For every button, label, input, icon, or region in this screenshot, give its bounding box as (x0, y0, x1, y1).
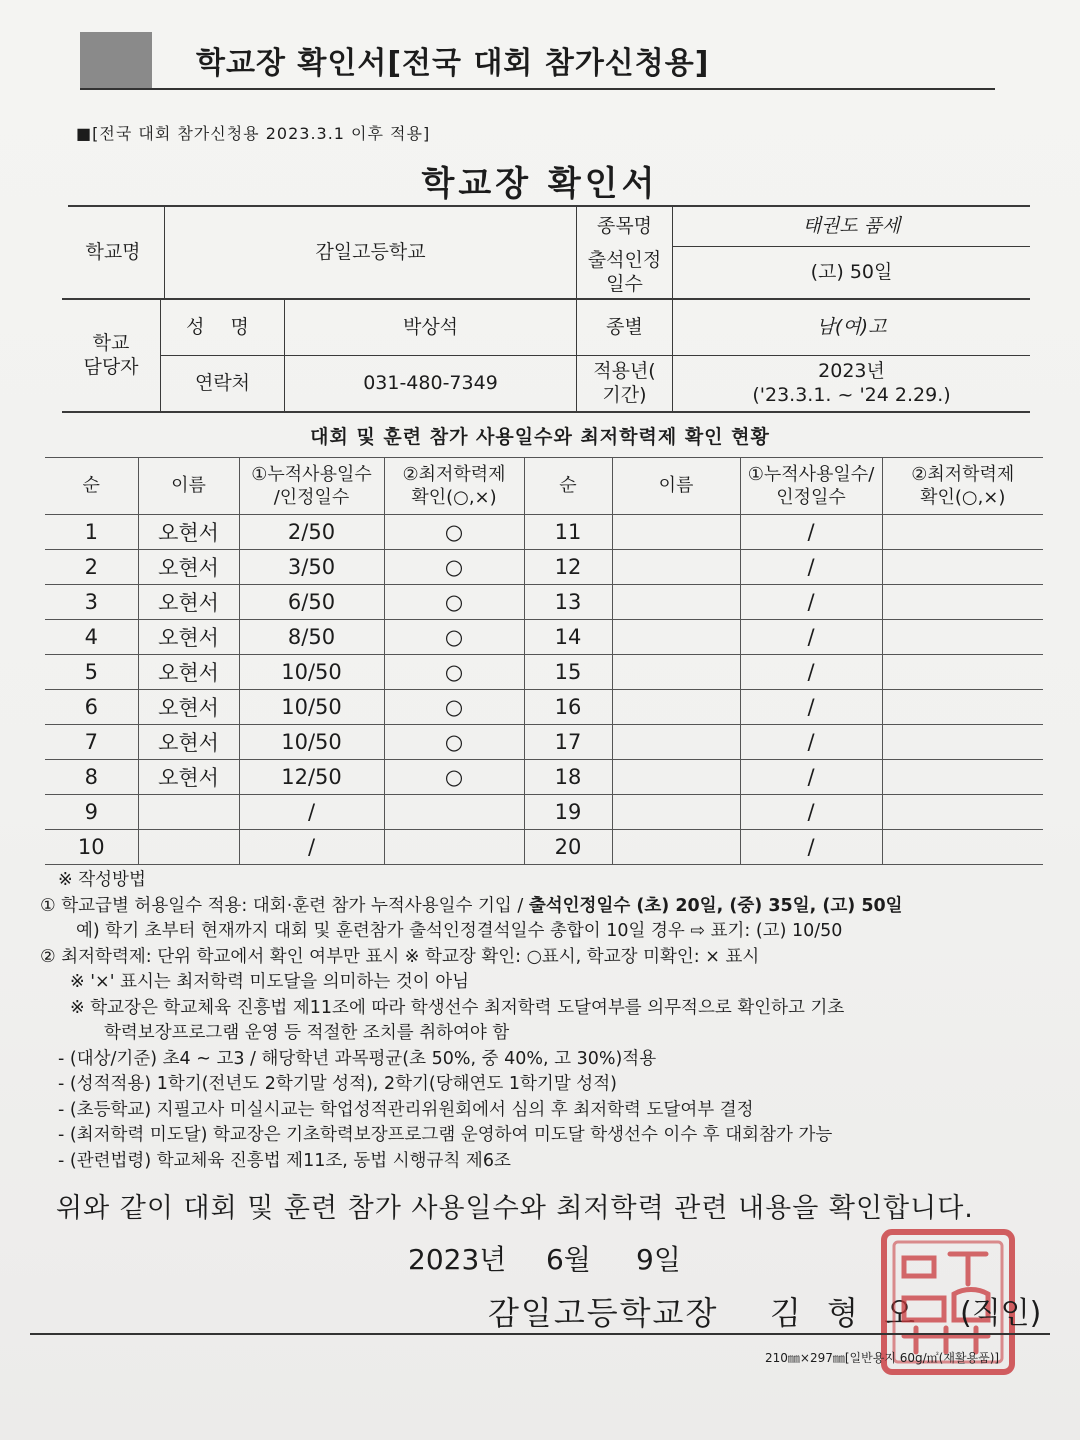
row-no: 8 (45, 760, 138, 795)
signature-mark: (직인) (960, 1296, 1042, 1331)
label-event: 종목명 (596, 214, 653, 237)
row-days: 2/50 (239, 515, 384, 550)
gender-value: 남(여)고 (816, 315, 887, 338)
row-days: 8/50 (239, 620, 384, 655)
header-no: 순 (45, 458, 138, 515)
row-days: / (239, 830, 384, 865)
date-day: 9일 (636, 1243, 681, 1276)
label-gender: 종별 (606, 315, 643, 338)
row-days: 10/50 (239, 655, 384, 690)
row-no-2: 15 (524, 655, 612, 690)
confirmation-statement: 위와 같이 대회 및 훈련 참가 사용일수와 최저학력 관련 내용을 확인합니다. (56, 1193, 974, 1224)
row-name-2 (612, 585, 740, 620)
row-days: 10/50 (239, 725, 384, 760)
row-no-2: 20 (524, 830, 612, 865)
row-name-2 (612, 550, 740, 585)
row-no-2: 16 (524, 690, 612, 725)
row-no-2: 11 (524, 515, 612, 550)
row-academic-2 (882, 620, 1043, 655)
row-days: 10/50 (239, 690, 384, 725)
row-name-2 (612, 515, 740, 550)
row-name-2 (612, 760, 740, 795)
label-person-name: 성 명 (186, 315, 259, 338)
row-no: 10 (45, 830, 138, 865)
row-academic: ○ (384, 585, 524, 620)
note-target: - (대상/기준) 초4 ~ 고3 / 해당학년 과목평균(초 50%, 중 40%, 고 30%)적용 (58, 1048, 657, 1069)
label-phone: 연락처 (194, 371, 251, 394)
row-academic-2 (882, 795, 1043, 830)
row-name-2 (612, 620, 740, 655)
row-academic-2 (882, 515, 1043, 550)
row-academic: ○ (384, 550, 524, 585)
apply-period: ('23.3.1. ~ '24 2.29.) (752, 383, 951, 406)
row-name: 오현서 (138, 655, 239, 690)
row-no: 6 (45, 690, 138, 725)
row-name: 오현서 (138, 585, 239, 620)
row-days: 6/50 (239, 585, 384, 620)
table-header-row (45, 458, 1043, 515)
principal-name: 김 형 오 (770, 1294, 924, 1332)
note-grades: - (성적적용) 1학기(전년도 2학기말 성적), 2학기(당해연도 1학기말 성적) (58, 1074, 617, 1094)
note-1: ① 학교급별 허용일수 적용: 대회·훈련 참가 누적사용일수 기입 / 출석인정일수 (초) 20일, (중) 35일, (고) 50일 (40, 895, 903, 916)
document-title: 학교장 확인서 (421, 164, 659, 204)
row-name-2 (612, 690, 740, 725)
row-academic-2 (882, 760, 1043, 795)
row-academic: ○ (384, 620, 524, 655)
principal-title: 감일고등학교장 (488, 1294, 719, 1332)
row-name: 오현서 (138, 515, 239, 550)
note-2-x-meaning: ※ '×' 표시는 최저학력 미도달을 의미하는 것이 아님 (70, 972, 470, 992)
person-name-value: 박상석 (402, 315, 459, 338)
row-no: 7 (45, 725, 138, 760)
row-days: 12/50 (239, 760, 384, 795)
row-no: 4 (45, 620, 138, 655)
table-row (45, 585, 1043, 620)
row-days-2: / (740, 655, 882, 690)
header-days: ①누적사용일수 /인정일수 (239, 458, 384, 515)
row-academic: ○ (384, 760, 524, 795)
row-name: 오현서 (138, 725, 239, 760)
table-row (45, 830, 1043, 865)
header-name-2: 이름 (612, 458, 740, 515)
row-academic-2 (882, 655, 1043, 690)
row-academic: ○ (384, 655, 524, 690)
header-days-2: ①누적사용일수/ 인정일수 (740, 458, 882, 515)
row-no-2: 17 (524, 725, 612, 760)
attendance-days-value: (고) 50일 (810, 260, 893, 283)
row-academic-2 (882, 830, 1043, 865)
note-law: - (관련법령) 학교체육 진흥법 제11조, 동법 시행규칙 제6조 (58, 1150, 511, 1171)
header-name: 이름 (138, 458, 239, 515)
note-title: ※ 작성방법 (58, 870, 146, 890)
note-elementary: - (초등학교) 지필고사 미실시교는 학업성적관리위원회에서 심의 후 최저학력 도달여부 결정 (58, 1099, 754, 1120)
row-name: 오현서 (138, 760, 239, 795)
row-days-2: / (740, 585, 882, 620)
table-row (45, 760, 1043, 795)
row-academic: ○ (384, 690, 524, 725)
note-1-example: 예) 학기 초부터 현재까지 대회 및 훈련참가 출석인정결석일수 총합이 10일 경우 ⇨ 표기: (고) 10/50 (76, 921, 843, 941)
paper-spec: 210㎜×297㎜[일반용지 60g/㎡(재활용품)] (765, 1351, 1000, 1365)
apply-year-value (673, 356, 1030, 411)
row-academic (384, 830, 524, 865)
form-subnote: ■[전국 대회 참가신청용 2023.3.1 이후 적용] (76, 124, 431, 143)
header-no-2: 순 (524, 458, 612, 515)
header-academic-2: ②최저학력제 확인(○,×) (882, 458, 1043, 515)
row-days-2: / (740, 515, 882, 550)
row-academic-2 (882, 550, 1043, 585)
table-row (45, 550, 1043, 585)
row-no: 1 (45, 515, 138, 550)
table-row (45, 515, 1043, 550)
instructions (40, 868, 1060, 1174)
header-rule (80, 88, 995, 90)
apply-year: 2023년 (818, 359, 885, 382)
row-no: 3 (45, 585, 138, 620)
row-academic (384, 795, 524, 830)
row-name: 오현서 (138, 620, 239, 655)
row-days-2: / (740, 550, 882, 585)
table-row (45, 795, 1043, 830)
row-academic-2 (882, 690, 1043, 725)
table-row (45, 620, 1043, 655)
table-caption: 대회 및 훈련 참가 사용일수와 최저학력제 확인 현황 (310, 426, 770, 448)
row-days-2: / (740, 690, 882, 725)
row-no: 5 (45, 655, 138, 690)
row-no: 2 (45, 550, 138, 585)
footer-rule (30, 1333, 1050, 1335)
row-days: 3/50 (239, 550, 384, 585)
row-days-2: / (740, 760, 882, 795)
info-table (62, 205, 1032, 413)
event-value: 태권도 품세 (802, 214, 901, 237)
table-row (45, 725, 1043, 760)
label-apply-year: 적용년( 기간) (593, 359, 656, 406)
table-row (45, 690, 1043, 725)
row-days: / (239, 795, 384, 830)
phone-value: 031-480-7349 (363, 371, 498, 394)
row-days-2: / (740, 725, 882, 760)
row-days-2: / (740, 620, 882, 655)
row-no-2: 13 (524, 585, 612, 620)
row-no: 9 (45, 795, 138, 830)
row-name: 오현서 (138, 550, 239, 585)
note-2: ② 최저학력제: 단위 학교에서 확인 여부만 표시 ※ 학교장 확인: ○표시, 학교장 미확인: × 표시 (40, 946, 760, 967)
table-row (45, 655, 1043, 690)
note-2-principal-cont: 학력보장프로그램 운영 등 적절한 조치를 취하여야 함 (104, 1023, 510, 1043)
label-school-contact: 학교 담당자 (83, 332, 139, 378)
row-name (138, 795, 239, 830)
header-gray-block (80, 32, 152, 88)
row-name-2 (612, 830, 740, 865)
row-no-2: 14 (524, 620, 612, 655)
label-attendance-days: 출석인정 일수 (587, 248, 662, 295)
row-name: 오현서 (138, 690, 239, 725)
header-academic: ②최저학력제 확인(○,×) (384, 458, 524, 515)
note-unmet: - (최저학력 미도달) 학교장은 기초학력보장프로그램 운영하여 미도달 학생선수 이수 후 대회참가 가능 (58, 1125, 833, 1145)
row-academic: ○ (384, 725, 524, 760)
note-2-principal: ※ 학교장은 학교체육 진흥법 제11조에 따라 학생선수 최저학력 도달여부를 의무적으로 확인하고 기초 (70, 997, 845, 1018)
usage-table (45, 457, 1043, 865)
row-academic: ○ (384, 515, 524, 550)
row-no-2: 12 (524, 550, 612, 585)
row-name-2 (612, 725, 740, 760)
row-name-2 (612, 655, 740, 690)
row-name-2 (612, 795, 740, 830)
row-days-2: / (740, 795, 882, 830)
row-no-2: 19 (524, 795, 612, 830)
header-title: 학교장 확인서[전국 대회 참가신청용] (196, 46, 710, 81)
row-academic-2 (882, 585, 1043, 620)
label-school-name: 학교명 (85, 240, 141, 263)
row-name (138, 830, 239, 865)
row-days-2: / (740, 830, 882, 865)
date-month: 6월 (546, 1243, 591, 1276)
row-no-2: 18 (524, 760, 612, 795)
school-name-value: 감일고등학교 (315, 240, 426, 263)
row-academic-2 (882, 725, 1043, 760)
date-year: 2023년 (408, 1243, 507, 1276)
